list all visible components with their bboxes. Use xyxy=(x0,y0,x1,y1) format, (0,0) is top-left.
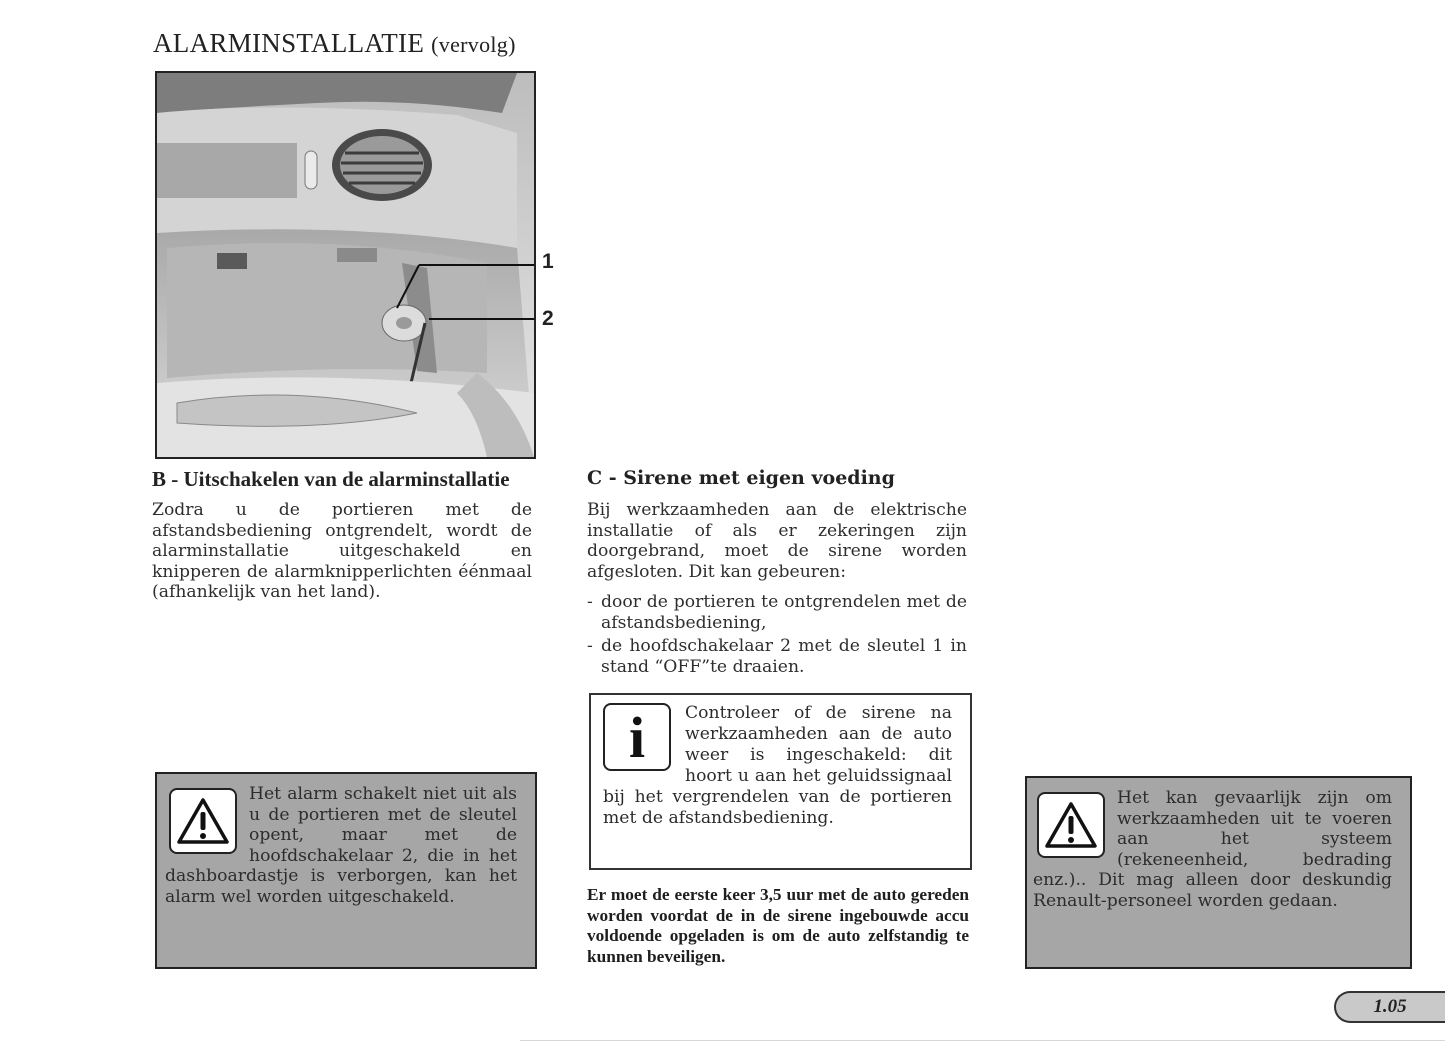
info-text: Controleer of de sirene na werkzaamheden aan de auto weer is ingeschakeld: dit hoort u aan het geluidssignaal bij het vergrendelen van de portieren met de afstandsbediening. xyxy=(603,703,952,828)
callout-2: 2 xyxy=(542,307,554,330)
list-item: - door de portieren te ontgrendelen met de afstandsbediening, xyxy=(587,592,967,633)
right-warning-box xyxy=(1025,776,1412,969)
callout-1: 1 xyxy=(542,250,554,273)
glovebox-photo xyxy=(155,71,536,459)
right-warning-text: Het kan gevaarlijk zijn om werkzaamheden uit te voeren aan het systeem (rekeneenheid, bedrading enz.).. Dit mag alleen door deskundig Renault-personeel worden gedaan. xyxy=(1033,788,1392,911)
section-b-warning-text: Het alarm schakelt niet uit als u de portieren met de sleutel opent, maar met de hoofdschakelaar 2, die in het dashboardastje is verborgen, kan het alarm wel worden uitgeschakeld. xyxy=(165,784,517,907)
page-number: 1.05 xyxy=(1373,996,1407,1017)
section-c-list xyxy=(587,592,967,680)
page-title-main: ALARMINSTALLATIE xyxy=(153,28,425,58)
section-b-warning-box xyxy=(155,772,537,969)
bottom-divider xyxy=(520,1040,1445,1041)
page-title-suffix: (vervolg) xyxy=(431,32,516,57)
section-b-heading: B - Uitschakelen van de alarminstallatie xyxy=(152,467,510,491)
section-b-body: Zodra u de portieren met de afstandsbediening ontgrendelt, wordt de alarminstallatie uitgeschakeld en knipperen de alarmknipperlichten éénmaal (afhankelijk van het land). xyxy=(152,500,532,602)
section-c-intro: Bij werkzaamheden aan de elektrische installatie of als er zekeringen zijn doorgebrand, moet de sirene worden afgesloten. Dit kan gebeuren: xyxy=(587,500,967,582)
info-icon: i xyxy=(603,703,671,771)
battery-note: Er moet de eerste keer 3,5 uur met de auto gereden worden voordat de in de sirene ingebouwde accu voldoende opgeladen is om de auto zelfstandig te kunnen beveiligen. xyxy=(587,885,969,966)
info-box xyxy=(589,693,972,870)
warning-triangle-icon xyxy=(169,788,237,854)
warning-triangle-icon xyxy=(1037,792,1105,858)
glovebox-illustration xyxy=(157,73,534,457)
list-item: - de hoofdschakelaar 2 met de sleutel 1 in stand “OFF”te draaien. xyxy=(587,636,967,677)
page-title xyxy=(153,28,516,59)
section-c-heading: C - Sirene met eigen voeding xyxy=(587,467,895,489)
page-number-tab xyxy=(1334,991,1445,1023)
